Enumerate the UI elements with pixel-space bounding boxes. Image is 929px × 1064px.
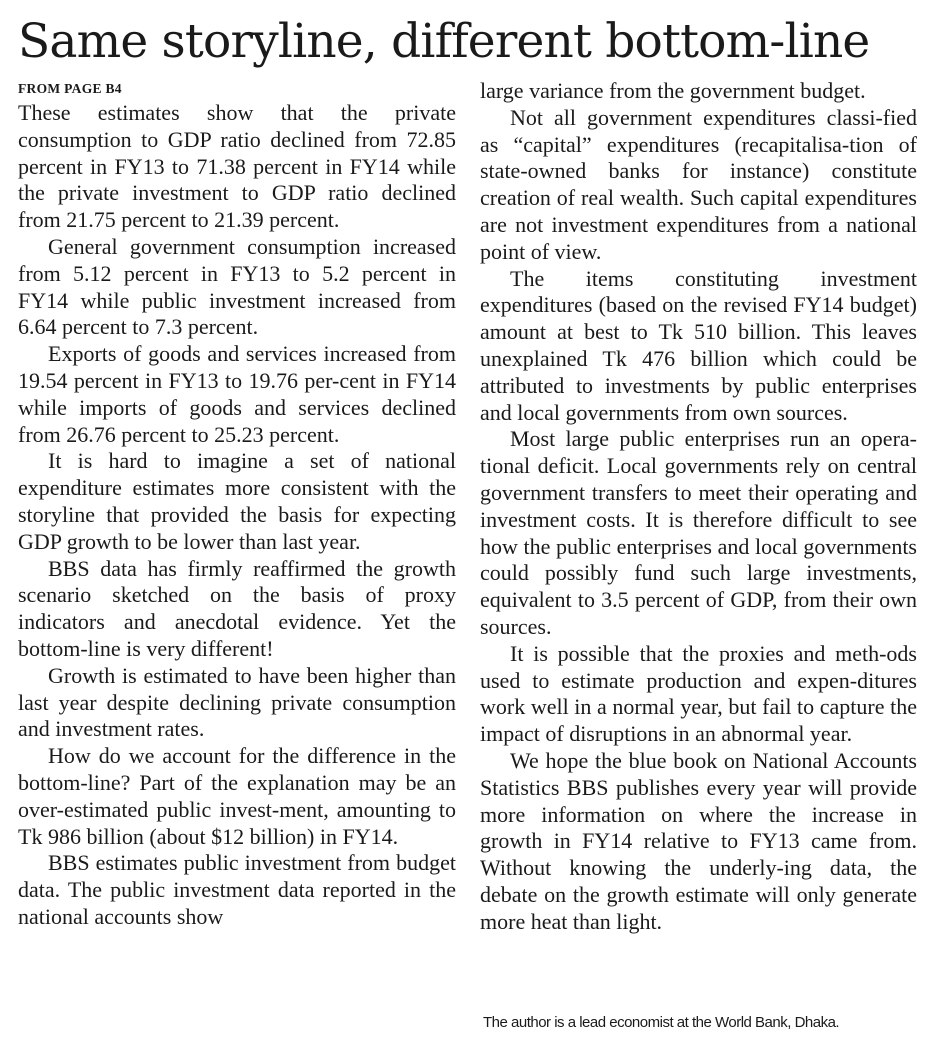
paragraph: Not all government expenditures classi-fied as “capital” expenditures (recapitalisa-tion of state-owned banks for instance) constitute creation of real wealth. Such capital expenditures are not investment expenditures from a national point of view. [480, 104, 917, 264]
page-reference: FROM PAGE B4 [18, 81, 122, 96]
paragraph: BBS estimates public investment from budget data. The public investment data reported in the national accounts show [18, 850, 456, 929]
left-column [18, 78, 456, 931]
paragraph: It is possible that the proxies and meth-ods used to estimate production and expen-ditures work well in a normal year, but fail to capture the impact of disruptions in an abnormal year. [480, 640, 917, 747]
paragraph-continued: large variance from the government budget. [480, 78, 866, 103]
right-column [480, 78, 917, 936]
paragraph: We hope the blue book on National Accounts Statistics BBS publishes every year will provide more information on where the increase in growth in FY14 relative to FY13 came from. Without knowing the underly-ing data, the debate on the growth estimate will only generate more heat than light. [480, 747, 917, 934]
paragraph: General government consumption increased from 5.12 percent in FY13 to 5.2 percent in FY14 while public investment increased from 6.64 percent to 7.3 percent. [18, 233, 456, 340]
headline: Same storyline, different bottom-line [18, 14, 870, 69]
paragraph: BBS data has firmly reaffirmed the growth scenario sketched on the basis of proxy indicators and anecdotal evidence. Yet the bottom-line is very different! [18, 555, 456, 661]
paragraph: The items constituting investment expenditures (based on the revised FY14 budget) amount at best to Tk 510 billion. This leaves unexplained Tk 476 billion which could be attributed to investments by public enterprises and local governments from own sources. [480, 265, 917, 425]
author-byline: The author is a lead economist at the World Bank, Dhaka. [483, 1014, 840, 1031]
paragraph: How do we account for the difference in the bottom-line? Part of the explanation may be an over-estimated public invest-ment, amounting to Tk 986 billion (about $12 billion) in FY14. [18, 743, 456, 849]
paragraph: Most large public enterprises run an opera-tional deficit. Local governments rely on central government transfers to meet their operating and investment costs. It is therefore difficult to see how the public enterprises and local governments could possibly fund such large investments, equivalent to 3.5 percent of GDP, from their own sources. [480, 426, 917, 639]
paragraph: It is hard to imagine a set of national expenditure estimates more consistent with the storyline that provided the basis for expecting GDP growth to be lower than last year. [18, 448, 456, 554]
paragraph: Growth is estimated to have been higher than last year despite declining private consumption and investment rates. [18, 662, 456, 742]
paragraph: Exports of goods and services increased from 19.54 percent in FY13 to 19.76 per-cent in FY14 while imports of goods and services declined from 26.76 percent to 25.23 percent. [18, 341, 456, 447]
paragraph: These estimates show that the private consumption to GDP ratio declined from 72.85 percent in FY13 to 71.38 percent in FY14 while the private investment to GDP ratio declined from 21.75 percent to 21.39 percent. [18, 100, 456, 233]
